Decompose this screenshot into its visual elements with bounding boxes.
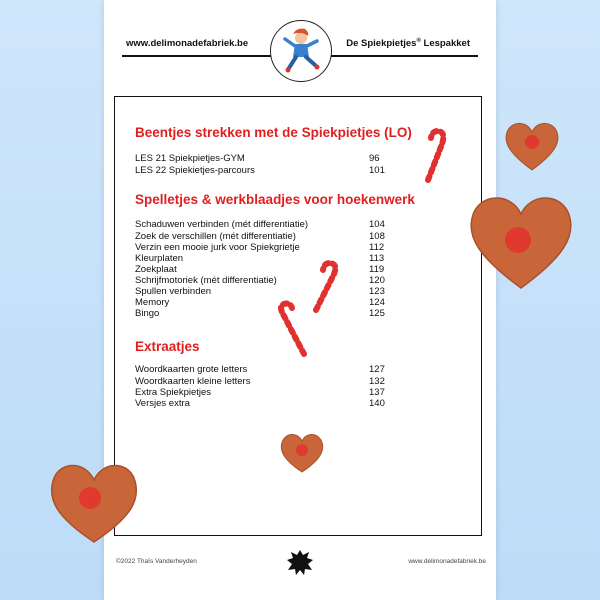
toc-row: Schaduwen verbinden (mét differentiatie) 104	[135, 219, 385, 230]
toc-row: Zoek de verschillen (mét differentiatie) 108	[135, 231, 385, 242]
gingerbread-heart-icon	[44, 456, 144, 548]
toc-row: Schrijfmotoriek (mét differentiatie) 120	[135, 275, 385, 286]
candy-cane-icon	[306, 258, 346, 314]
toc-row: Woordkaarten kleine letters 132	[135, 376, 385, 387]
gingerbread-heart-icon	[462, 186, 580, 294]
gingerbread-heart-icon	[278, 430, 326, 476]
toc-row: Spullen verbinden 123	[135, 286, 385, 297]
section-title-lo: Beentjes strekken met de Spiekpietjes (LO)	[135, 125, 412, 140]
header-website: www.delimonadefabriek.be	[126, 38, 249, 49]
limonadefabriek-splash-icon	[286, 548, 314, 576]
toc-row: Verzin een mooie jurk voor Spiekgrietje 112	[135, 242, 385, 253]
toc-row: Zoekplaat 119	[135, 264, 385, 275]
section-title-hoekenwerk: Spelletjes & werkblaadjes voor hoekenwerk	[135, 192, 415, 207]
gingerbread-heart-icon	[502, 118, 562, 174]
toc-row: Versjes extra 140	[135, 398, 385, 409]
toc-row: LES 22 Spiekietjes-parcours 101	[135, 165, 385, 176]
spiekpietje-character-icon	[270, 20, 332, 82]
toc-row: LES 21 Spiekpietjes-GYM 96	[135, 153, 380, 164]
candy-cane-icon	[420, 126, 454, 184]
section-title-extraatjes: Extraatjes	[135, 339, 200, 354]
toc-row: Memory 124	[135, 297, 385, 308]
toc-row: Woordkaarten grote letters 127	[135, 364, 385, 375]
footer-copyright: ©2022 Thaïs Vanderheyden	[116, 558, 197, 565]
toc-row: Bingo 125	[135, 308, 385, 319]
header-product: De Spiekpietjes® Lespakket	[346, 38, 470, 50]
toc-row: Kleurplaten 113	[135, 253, 385, 264]
footer-website: www.delimonadefabriek.be	[408, 558, 486, 565]
candy-cane-icon	[270, 298, 310, 358]
toc-row: Extra Spiekpietjes 137	[135, 387, 385, 398]
